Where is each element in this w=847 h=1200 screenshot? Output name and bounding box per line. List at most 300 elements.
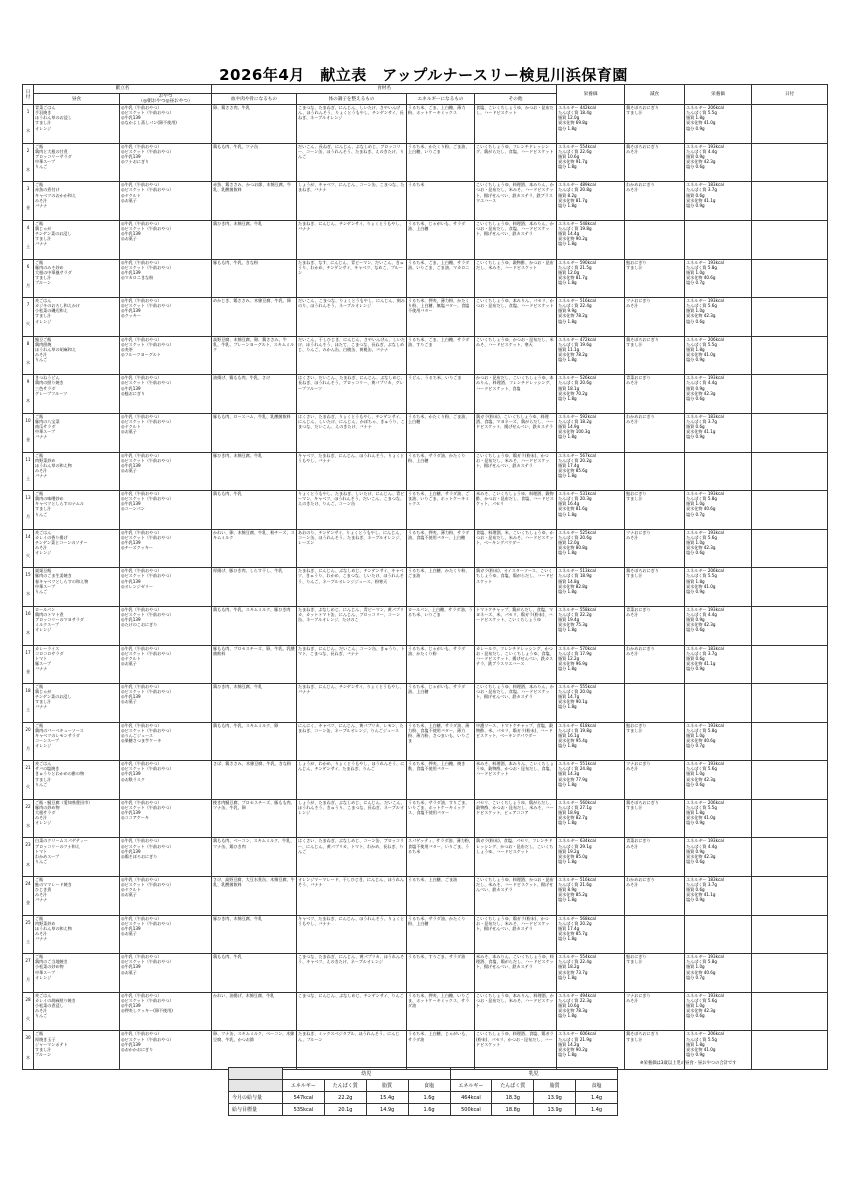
nutrition-values: エネルギー 560kcal たんぱく質 27.1g 脂質 18.9g 炭水化物 82.7g 塩分 1.8g: [557, 799, 625, 838]
reduced-menu: 青菜おにぎり みそ汁: [625, 838, 685, 877]
nutrition-values: エネルギー 516kcal たんぱく質 22.4g 脂質 9.9g 炭水化物 78.2g 塩分 1.8g: [557, 298, 625, 337]
ingredients-other: こいくちしょうゆ、料理酒、本みりん、かつお・昆布だし、食塩、ハードビスケット、揚げせんべい、鉄カステラ: [475, 220, 557, 259]
day-cell-right: [752, 413, 828, 452]
menu-lunch: ご飯 鶏じゃが チンゲン菜のお浸し すまし汁 バナナ: [34, 684, 120, 723]
ingredients-green: りょくとうもやし、たまねぎ、しいたけ、にんじん、青ピーマン、キャベツ、ほうれんそう、だいこん、こまつな、えのきたけ、りんご、コーン缶: [297, 491, 407, 530]
ingredients-yellow: うるち米、押麦、薄力粉、サラダ油、食塩不使用バター、上白糖: [407, 529, 475, 568]
table-row: [23, 799, 828, 838]
summary-value: 22.2g: [324, 1092, 366, 1104]
weekday: 水: [25, 359, 31, 365]
reduced-nutrition-values: エネルギー 206kcal たんぱく質 5.5g 脂質 1.8g 炭水化物 41.0g 塩分 0.9g: [685, 799, 752, 838]
weekday: 土: [25, 244, 31, 250]
ingredients-other: 鶏ガラ(粉末)、オイスターソース、こいくちしょうゆ、食塩、鶏がらだし、ハードビスケット: [475, 568, 557, 607]
menu-snack: ◎牛乳（午前おやつ） ◎ビスケット（午前おやつ） ◎牛乳139 ◎たけのこおにぎり: [120, 606, 212, 645]
weekday: 月: [25, 745, 31, 751]
reduced-nutrition-values: エネルギー 206kcal たんぱく質 5.5g 脂質 1.8g 炭水化物 41.0g 塩分 0.9g: [685, 568, 752, 607]
weekday: 金: [25, 668, 31, 674]
summary-value: 547kcal: [283, 1092, 325, 1104]
menu-snack: ◎牛乳（午前おやつ） ◎ビスケット（午前おやつ） ◎牛乳139 ◎押麦しクッキー(卵不使用): [120, 992, 212, 1031]
summary-value: 500kcal: [450, 1104, 492, 1116]
day-number: 25: [25, 919, 31, 925]
day-number: 2: [26, 147, 30, 153]
menu-lunch: 麦ごはん サバの塩焼き きゅうりとわかめの酢の物 すまし汁 りんご: [34, 761, 120, 800]
ingredients-other: 米みそ、本みりん、こいくちしょうゆ、料理酒、食塩、鶏がらだし、ハードビスケット、揚げせんべい、鉄カステラ: [475, 954, 557, 993]
summary-value: 15.4g: [366, 1092, 408, 1104]
menu-lunch: ロールパン 鶏肉のトマト煮 ブロッコリーのマヨサラダ ミルクスープ オレンジ: [34, 606, 120, 645]
ingredients-red: 鶏もも肉、ベーコン、スキムミルク、牛乳、ツナ缶、鶏ひき肉: [212, 838, 297, 877]
weekday: 金: [25, 437, 31, 443]
header-yellow: エネルギーになるもの: [407, 94, 475, 105]
day-number: 6: [26, 263, 30, 269]
ingredients-other: パセリ、こいくちしょうゆ、鶏がらだし、穀物酢、かつお・昆布だし、米みそ、ハードビスケット、ピュアココア: [475, 799, 557, 838]
day-number: 10: [25, 417, 31, 423]
weekday: 木: [25, 1054, 31, 1060]
reduced-nutrition-values: [685, 220, 752, 259]
reduced-nutrition-values: エネルギー 193kcal たんぱく質 4.4g 脂質 0.9g 炭水化物 42.3g 塩分 0.6g: [685, 838, 752, 877]
header-lunch: 昼食: [34, 94, 120, 105]
reduced-menu: 青菜おにぎり みそ汁: [625, 606, 685, 645]
reduced-menu: [625, 220, 685, 259]
ingredients-yellow: うるち米、サラダ油、かたくり粉、上白糖: [407, 915, 475, 954]
reduced-nutrition-values: エネルギー 193kcal たんぱく質 4.4g 脂質 0.9g 炭水化物 42.3g 塩分 0.6g: [685, 375, 752, 414]
nutrition-values: エネルギー 592kcal たんぱく質 18.2g 脂質 14.9g 炭水化物 100.3g 塩分 1.8g: [557, 413, 625, 452]
day-cell: [23, 645, 34, 684]
summary-col: 脂質: [366, 1080, 408, 1092]
reduced-menu: [625, 452, 685, 491]
day-cell-right: [752, 298, 828, 337]
menu-snack: ◎牛乳（午前おやつ） ◎ビスケット（午前おやつ） ◎麦茶 ◎フルーツヨーグルト: [120, 336, 212, 375]
nutrition-values: エネルギー 558kcal たんぱく質 22.2g 脂質 19.4g 炭水化物 75.3g 塩分 1.8g: [557, 606, 625, 645]
menu-lunch: ご飯 鶏肉のバーベキューソース キャベツのレモンサラダ コーンスープ オレンジ: [34, 722, 120, 761]
table-row: [23, 105, 828, 144]
ingredients-green: はくさい、たまねぎ、りょくとうもやし、チンゲンサイ、にんじん、しいたけ、にんじん、かぼちゃ、きゅうり、こまつな、だいこん、えのきたけ、バナナ: [297, 413, 407, 452]
day-cell: [23, 143, 34, 182]
table-row: [23, 568, 828, 607]
menu-snack: ◎牛乳（午前おやつ） ◎ビスケット（午前おやつ） ◎牛乳139 ◎コーンパン: [120, 491, 212, 530]
table-row: [23, 645, 828, 684]
day-number: 20: [25, 726, 31, 732]
day-number: 8: [26, 340, 30, 346]
ingredients-other: 米みそ、料理酒、本みりん、こいくちしょうゆ、穀物酢、かつお・昆布だし、食塩、ハードビスケット: [475, 761, 557, 800]
day-number: 15: [25, 572, 31, 578]
day-number: 27: [25, 958, 31, 964]
ingredients-green: しょうが、わかめ、りょくとうもやし、ほうれんそう、にんじん、チンゲンサイ、たまねぎ、りんご: [297, 761, 407, 800]
nutrition-values: エネルギー 554kcal たんぱく質 22.6g 脂質 10.6g 炭水化物 91.7g 塩分 1.8g: [557, 143, 625, 182]
reduced-menu: 鮭おにぎり すまし汁: [625, 491, 685, 530]
menu-snack: ◎牛乳（午前おやつ） ◎ビスケット（午前おやつ） ◎牛乳139 ◎お菓子: [120, 954, 212, 993]
weekday: 金: [25, 900, 31, 906]
menu-table: [22, 84, 828, 1070]
menu-lunch: 青菜ごはん 手羽焼き ほうれん草のお浸し すまし汁 オレンジ: [34, 105, 120, 144]
menu-lunch: 白菜のクリームスパゲティー ブロッコリーのツナ和え トマト わかめスープ りんご: [34, 838, 120, 877]
table-row: [23, 722, 828, 761]
summary-group-baby: 乳児: [450, 1068, 618, 1080]
menu-lunch: ご飯 鶏肉の味噌炒め キャベツとしらすのナムル すまし汁 りんご: [34, 491, 120, 530]
reduced-menu: わかめおにぎり みそ汁: [625, 413, 685, 452]
table-row: [23, 182, 828, 221]
day-cell: [23, 182, 34, 221]
menu-lunch: ご飯 肉野菜炒め ほうれん草の和え物 みそ汁 バナナ: [34, 915, 120, 954]
ingredients-green: たまねぎ、にんじん、チンゲンサイ、りょくとうもやし、バナナ: [297, 220, 407, 259]
day-cell-right: [752, 1031, 828, 1070]
reduced-menu: 鶏そぼろおにぎり すまし汁: [625, 1031, 685, 1070]
menu-lunch: 麦ごはん カレイの香り揚げ チンゲン菜とコーンのソテー みそ汁 オレンジ: [34, 529, 120, 568]
ingredients-red: 豚ひき肉、木綿豆腐、牛乳: [212, 915, 297, 954]
summary-value: 18.8g: [492, 1104, 534, 1116]
ingredients-red: 鶏もも肉、牛乳、ツナ缶: [212, 143, 297, 182]
ingredients-red: 鶏ひき肉、木綿豆腐、牛乳: [212, 684, 297, 723]
weekday: 水: [25, 128, 31, 134]
header-snack: おやつ （◎朝おやつ◎昼おやつ）: [120, 94, 212, 105]
day-cell: [23, 877, 34, 916]
ingredients-yellow: うるち米、かたくり粉、ごま油、上白糖: [407, 413, 475, 452]
reduced-menu: 鮭おにぎり すまし汁: [625, 954, 685, 993]
summary-corner: [229, 1068, 283, 1080]
table-row: [23, 529, 828, 568]
nutrition-values: エネルギー 472kcal たんぱく質 19.6g 脂質 11.1g 炭水化物 78.2g 塩分 1.8g: [557, 336, 625, 375]
menu-lunch: ご飯 豚肉のみそ炒め 大根の中華風サラダ すまし汁 プルーン: [34, 259, 120, 298]
ingredients-red: さば、鶏ささみ、木綿豆腐、牛乳、きな粉: [212, 761, 297, 800]
ingredients-green: たまねぎ、にんじん、だいこん、コーン缶、きゅうり、トマト、こまつな、長ねぎ、バナナ: [297, 645, 407, 684]
day-cell-right: [752, 491, 828, 530]
ingredients-other: 鶏ガラ(粉末)、こいくちしょうゆ、料理酒、食塩、マヨネーズ、鶏がらだし、ハードビスケット、揚げせんべい、鉄カステラ: [475, 413, 557, 452]
reduced-menu: [625, 915, 685, 954]
day-cell-right: [752, 452, 828, 491]
ingredients-red: 豚ひき肉、木綿豆腐、牛乳: [212, 452, 297, 491]
table-row: [23, 298, 828, 337]
ingredients-green: しょうが、たまねぎ、ぶなしめじ、にんじん、だいこん、ほうれんそう、きゅうり、こまつな、長ねぎ、ネーブルオレンジ: [297, 799, 407, 838]
reduced-nutrition-values: エネルギー 193kcal たんぱく質 5.6g 脂質 1.0g 炭水化物 42.3g 塩分 0.6g: [685, 992, 752, 1031]
weekday: 土: [25, 707, 31, 713]
day-number: 7: [26, 302, 30, 308]
menu-snack: ◎牛乳（午前おやつ） ◎ビスケット（午前おやつ） ◎牛乳139 ◎マカロニきな粉: [120, 259, 212, 298]
summary-value: 1.6g: [408, 1092, 450, 1104]
day-cell-right: [752, 143, 828, 182]
ingredients-other: こいくちしょうゆ、本みりん、パセリ、かつお・昆布だし、食塩、ハードビスケット: [475, 298, 557, 337]
menu-lunch: きつねうどん 鶏肉の照り焼き 三色サラダ グレープフルーツ: [34, 375, 120, 414]
ingredients-red: かれい、卵、木綿豆腐、牛乳、粉チーズ、スキムミルク: [212, 529, 297, 568]
menu-lunch: 鯖豆ご飯 鶏肉照焼 ほうれん草の胡麻和え みそ汁 りんご: [34, 336, 120, 375]
menu-snack: ◎牛乳（午前おやつ） ◎ビスケット（午前おやつ） ◎ヤクルト ◎お菓子: [120, 645, 212, 684]
day-cell-right: [752, 336, 828, 375]
reduced-menu: ツナおにぎり みそ汁: [625, 529, 685, 568]
day-cell-right: [752, 684, 828, 723]
header-reduced: 減食: [625, 85, 685, 105]
day-cell-right: [752, 105, 828, 144]
menu-lunch: ご飯 豚肉の八宝菜 南瓜サラダ 中華スープ バナナ: [34, 413, 120, 452]
ingredients-red: 高野豆腐、木綿豆腐、卵、鶏ささみ、牛乳、牛乳、プレーンヨーグルト、スキムミルク: [212, 336, 297, 375]
day-number: 30: [25, 1035, 31, 1041]
weekday: 木: [25, 861, 31, 867]
day-cell: [23, 375, 34, 414]
day-cell: [23, 838, 34, 877]
menu-lunch: 麦ごはん カレイの胡麻照り焼き 小松菜の煮浸し みそ汁 りんご: [34, 992, 120, 1031]
reduced-menu: ツナおにぎり みそ汁: [625, 761, 685, 800]
ingredients-yellow: うるち米、上白糖、かたくり粉、ごま油: [407, 568, 475, 607]
menu-snack: ◎牛乳（午前おやつ） ◎ビスケット（午前おやつ） ◎牛乳139 ◎お菓子: [120, 915, 212, 954]
ingredients-yellow: うるち米、かたくり粉、ごま油、上白糖、いりごま: [407, 143, 475, 182]
reduced-menu: 鶏そぼろおにぎり すまし汁: [625, 568, 685, 607]
table-row: [23, 220, 828, 259]
menu-snack: ◎牛乳（午前おやつ） ◎ビスケット（午前おやつ） ◎牛乳139 ◎鶏そぼろおにぎり: [120, 838, 212, 877]
reduced-menu: 鶏そぼろおにぎり すまし汁: [625, 105, 685, 144]
ingredients-other: こいくちしょうゆ、穀物酢、かつお・昆布だし、米みそ、ハードビスケット: [475, 259, 557, 298]
day-cell: [23, 722, 34, 761]
day-cell-right: [752, 915, 828, 954]
summary-value: 1.6g: [408, 1104, 450, 1116]
header-ingredients: 食材名: [212, 85, 557, 94]
day-number: 1: [26, 109, 30, 115]
day-cell-right: [752, 722, 828, 761]
ingredients-green: あおのり、チンゲンサイ、りょくとうもやし、にんじん、コーン缶、ほうれんそう、たまねぎ、ネーブルオレンジ、レーズン: [297, 529, 407, 568]
ingredients-red: 卵、ツナ缶、スキムミルク、ベーコン、木綿豆腐、牛乳、かつお節: [212, 1031, 297, 1070]
menu-snack: ◎牛乳（午前おやつ） ◎ビスケット（午前おやつ） ◎牛乳139 ◎ツナおにぎり: [120, 143, 212, 182]
day-cell-right: [752, 838, 828, 877]
day-cell: [23, 799, 34, 838]
day-cell-right: [752, 529, 828, 568]
ingredients-red: 鶏もも肉、牛乳: [212, 954, 297, 993]
table-row: [23, 413, 828, 452]
ingredients-red: 豚もも肉、牛乳、きな粉: [212, 259, 297, 298]
ingredients-other: こいくちしょうゆ、鶏ガラ(粉末)、かつお・昆布だし、米みそ、ハードビスケット、揚げせんべい、鉄カステラ: [475, 915, 557, 954]
summary-table: [228, 1067, 618, 1116]
menu-lunch: カレーライス コロコロサラダ トマト 豚スープ バナナ: [34, 645, 120, 684]
ingredients-other: こいくちしょうゆ、料理酒、食塩、鶏ガラ(粉末)、パセリ、かつお・昆布だし、ハードビスケット: [475, 1031, 557, 1070]
menu-snack: ◎牛乳（午前おやつ） ◎ビスケット（午前おやつ） ◎牛乳139 ◎オレンジゼリー: [120, 568, 212, 607]
menu-lunch: ご飯・鯖豆腐（愛知県豊田市） 豚肉の炒め物 大根サラダ みそ汁 オレンジ: [34, 799, 120, 838]
menu-lunch: ご飯 肉野菜炒め ほうれん草の和え物 みそ汁 バナナ: [34, 452, 120, 491]
weekday: 金: [25, 205, 31, 211]
day-cell: [23, 568, 34, 607]
reduced-nutrition-values: [685, 452, 752, 491]
header-day2: 日付: [752, 85, 828, 105]
day-cell-right: [752, 182, 828, 221]
menu-snack: ◎牛乳（午前おやつ） ◎ビスケット（午前おやつ） ◎ヤクルト ◎お菓子: [120, 413, 212, 452]
day-number: 16: [25, 610, 31, 616]
summary-value: 20.1g: [324, 1104, 366, 1116]
reduced-menu: ツナおにぎり みそ汁: [625, 992, 685, 1031]
nutrition-values: エネルギー 513kcal たんぱく質 18.9g 脂質 14.8g 炭水化物 82.8g 塩分 1.8g: [557, 568, 625, 607]
nutrition-values: エネルギー 554kcal たんぱく質 22.4g 脂質 18.2g 炭水化物 73.7g 塩分 1.8g: [557, 954, 625, 993]
ingredients-yellow: うるち米、サラダ油、かたくり粉、上白糖: [407, 452, 475, 491]
reduced-nutrition-values: エネルギー 206kcal たんぱく質 5.5g 脂質 1.8g 炭水化物 41.0g 塩分 0.9g: [685, 105, 752, 144]
ingredients-yellow: スパゲッティ、サラダ油、薄力粉、食塩不使用バター、いりごま、うるち米: [407, 838, 475, 877]
day-cell: [23, 413, 34, 452]
day-cell: [23, 915, 34, 954]
nutrition-values: エネルギー 590kcal たんぱく質 21.5g 脂質 12.0g 炭水化物 81.7g 塩分 1.8g: [557, 259, 625, 298]
reduced-menu: 鮭おにぎり すまし汁: [625, 722, 685, 761]
ingredients-yellow: うるち米、上白糖、サラダ油、薄力粉、食塩不使用バター、薄力粉、薄力粉、さつまいも、いりごま: [407, 722, 475, 761]
day-cell: [23, 259, 34, 298]
nutrition-values: エネルギー 489kcal たんぱく質 20.8g 脂質 8.2g 炭水化物 81.7g 塩分 1.8g: [557, 182, 625, 221]
table-row: [23, 606, 828, 645]
page-title: 2026年4月 献立表 アップルナースリー検見川浜保育園: [219, 66, 628, 84]
day-cell: [23, 992, 34, 1031]
ingredients-yellow: ロールパン、上白糖、サラダ油、うるち米、いりごま: [407, 606, 475, 645]
reduced-menu: 鮭おにぎり すまし汁: [625, 259, 685, 298]
header-nutrition2: 栄養価: [685, 85, 752, 105]
header-menu-name: 献立名: [34, 85, 212, 94]
day-cell: [23, 761, 34, 800]
ingredients-other: こいくちしょうゆ、料理酒、本みりん、かつお・昆布だし、食塩、ハードビスケット、揚げせんべい、鉄カステラ: [475, 684, 557, 723]
day-number: 24: [25, 881, 31, 887]
ingredients-green: こまつな、にんじん、ぶなしめじ、チンゲンサイ、りんご: [297, 992, 407, 1031]
ingredients-green: たまねぎ、ぶなしめじ、にんじん、青ピーマン、黄パプリカ、カットトマト缶、にんじん、ブロッコリー、コーン缶、ネーブルオレンジ、たけのこ: [297, 606, 407, 645]
reduced-nutrition-values: エネルギー 183kcal たんぱく質 3.7g 脂質 0.6g 炭水化物 41.1g 塩分 0.9g: [685, 413, 752, 452]
ingredients-yellow: うるち米、上白糖、サラダ油、ごま油、いりごま、ホットケーキミックス: [407, 491, 475, 530]
nutrition-values: エネルギー 525kcal たんぱく質 20.6g 脂質 12.0g 炭水化物 80.8g 塩分 1.8g: [557, 529, 625, 568]
nutrition-values: エネルギー 606kcal たんぱく質 21.9g 脂質 14.2g 炭水化物 90.2g 塩分 1.8g: [557, 1031, 625, 1070]
ingredients-red: 鶏もも肉、牛乳、スキムミルク、卵: [212, 722, 297, 761]
ingredients-green: はくさい、たまねぎ、ぶなしめじ、コーン缶、ブロッコリー、にんじん、黄パプリカ、トマト、わかめ、長ねぎ、りんご: [297, 838, 407, 877]
weekday: 月: [25, 514, 31, 520]
summary-value: 13.9g: [534, 1092, 576, 1104]
reduced-nutrition-values: [685, 684, 752, 723]
summary-value: 1.4g: [576, 1092, 618, 1104]
header-day: 日付: [23, 85, 34, 105]
table-row: [23, 491, 828, 530]
reduced-nutrition-values: エネルギー 206kcal たんぱく質 5.5g 脂質 1.8g 炭水化物 41.0g 塩分 0.9g: [685, 336, 752, 375]
ingredients-other: こいくちしょうゆ、本みりん、料理酒、かつお・昆布だし、米みそ、ハードビスケット: [475, 992, 557, 1031]
ingredients-green: だいこん、長ねぎ、にんじん、ぶなしめじ、ブロッコリー、コーン缶、ほうれんそう、たまねぎ、えのきたけ、りんご: [297, 143, 407, 182]
nutrition-values: エネルギー 634kcal たんぱく質 29.1g 脂質 19.2g 炭水化物 85.0g 塩分 1.8g: [557, 838, 625, 877]
day-number: 11: [25, 456, 31, 462]
header-other: その他: [475, 94, 557, 105]
reduced-menu: わかめおにぎり みそ汁: [625, 877, 685, 916]
weekday: 水: [25, 822, 31, 828]
day-cell-right: [752, 568, 828, 607]
ingredients-green: たまねぎ、ミックスベジタブル、ほうれんそう、にんじん、プルーン: [297, 1031, 407, 1070]
reduced-menu: [625, 684, 685, 723]
summary-value: 18.3g: [492, 1092, 534, 1104]
menu-snack: ◎牛乳（午前おやつ） ◎ビスケット（午前おやつ） ◎牛乳139 ◎なかよし蒸しパン(卵不使用): [120, 105, 212, 144]
nutrition-values: エネルギー 618kcal たんぱく質 19.8g 脂質 16.1g 炭水化物 95.4g 塩分 1.8g: [557, 722, 625, 761]
summary-row2-label: 給与目標量: [229, 1104, 283, 1116]
summary-col: 食塩: [576, 1080, 618, 1092]
weekday: 火: [25, 552, 31, 558]
nutrition-values: エネルギー 494kcal たんぱく質 22.3g 脂質 10.6g 炭水化物 78.3g 塩分 1.8g: [557, 992, 625, 1031]
nutrition-values: エネルギー 516kcal たんぱく質 21.6g 脂質 8.9g 炭水化物 85.2g 塩分 1.8g: [557, 877, 625, 916]
summary-col: エネルギー: [283, 1080, 325, 1092]
ingredients-yellow: うるち米: [407, 182, 475, 221]
ingredients-yellow: うるち米、ごま、上白糖、薄力粉、ホットケーキミックス: [407, 105, 475, 144]
reduced-menu: 鶏そぼろおにぎり すまし汁: [625, 799, 685, 838]
ingredients-red: かれい、油揚げ、木綿豆腐、牛乳: [212, 992, 297, 1031]
table-row: [23, 954, 828, 993]
ingredients-yellow: うるち米、サラダ油、すりごま、いりごま、ホットケーキミックス、食塩不使用バター: [407, 799, 475, 838]
reduced-nutrition-values: エネルギー 193kcal たんぱく質 4.4g 脂質 0.9g 炭水化物 42.3g 塩分 0.6g: [685, 143, 752, 182]
menu-snack: ◎牛乳（午前おやつ） ◎ビスケット（午前おやつ） ◎りんごジュース ◎果糖さつま芋ケーキ: [120, 722, 212, 761]
ingredients-yellow: うるち米、すりごま、サラダ油: [407, 954, 475, 993]
day-cell: [23, 491, 34, 530]
menu-lunch: ご飯 赤魚の煮付け キャベツのおかか和え みそ汁 バナナ: [34, 182, 120, 221]
header-green: 体の調子を整えるもの: [297, 94, 407, 105]
day-number: 28: [25, 996, 31, 1002]
summary-value: 14.9g: [366, 1104, 408, 1116]
summary-value: 535kcal: [283, 1104, 325, 1116]
menu-lunch: ご飯 鮭のママレード焼き ひじき煮 みそ汁 バナナ: [34, 877, 120, 916]
summary-col: エネルギー: [450, 1080, 492, 1092]
ingredients-red: 厚揚げ、豚ひき肉、しらす干し、牛乳: [212, 568, 297, 607]
ingredients-green: たまねぎ、にんじん、ぶなしめじ、チンゲンサイ、キャベツ、きゅうり、わかめ、こまつな、しいたけ、ほうれんそう、りんご、ネーブルオレンジジュース、粉寒天: [297, 568, 407, 607]
reduced-menu: わかめおにぎり みそ汁: [625, 645, 685, 684]
menu-snack: ◎牛乳（午前おやつ） ◎ビスケット（午前おやつ） ◎牛乳139 ◎おかかおにぎり: [120, 1031, 212, 1070]
ingredients-other: こいくちしょうゆ、料理酒、本みりん、かつお・昆布だし、米みそ、ハードビスケット、揚げせんべい、鉄カステラ、鉄ブラスワエハース: [475, 182, 557, 221]
day-number: 17: [25, 649, 31, 655]
menu-snack: ◎牛乳（午前おやつ） ◎ビスケット（午前おやつ） ◎牛乳139 ◎お麩ラスク: [120, 761, 212, 800]
ingredients-green: にんにく、キャベツ、にんじん、黄パプリカ、レモン、たまねぎ、コーン缶、ネーブルオレンジ、りんごジュース: [297, 722, 407, 761]
reduced-nutrition-values: エネルギー 193kcal たんぱく質 5.6g 脂質 1.0g 炭水化物 42.3g 塩分 0.6g: [685, 761, 752, 800]
table-row: [23, 838, 828, 877]
summary-col: 脂質: [534, 1080, 576, 1092]
reduced-nutrition-values: エネルギー 193kcal たんぱく質 5.6g 脂質 1.0g 炭水化物 42.3g 塩分 0.6g: [685, 529, 752, 568]
ingredients-red: 挽き肉鯖豆腐、プロセスチーズ、豚もも肉、ツナ缶、牛乳、卵: [212, 799, 297, 838]
day-cell-right: [752, 877, 828, 916]
ingredients-green: こまつな、たまねぎ、にんじん、しいたけ、さやいんげん、ほうれんそう、りょくとうもやし、チンゲンサイ、長ねぎ、ネーブルオレンジ: [297, 105, 407, 144]
header-nutrition: 栄養価: [557, 85, 625, 105]
ingredients-yellow: うるち米、上白糖、ごま油: [407, 877, 475, 916]
menu-lunch: ご飯 鶏肉と大根の甘煮 ブロッコリーサラダ 中華スープ りんご: [34, 143, 120, 182]
ingredients-yellow: うるち米、押麦、上白糖、焼き麩、食塩不使用バター: [407, 761, 475, 800]
table-row: [23, 684, 828, 723]
ingredients-other: 食塩、こいくちしょうゆ、かつお・昆布だし、ハードビスケット: [475, 105, 557, 144]
weekday: 土: [25, 938, 31, 944]
day-number: 4: [26, 224, 30, 230]
reduced-nutrition-values: エネルギー 183kcal たんぱく質 3.7g 脂質 0.6g 炭水化物 41.1g 塩分 0.9g: [685, 877, 752, 916]
menu-snack: ◎牛乳（午前おやつ） ◎ビスケット（午前おやつ） ◎牛乳139 ◎お菓子: [120, 684, 212, 723]
table-row: [23, 452, 828, 491]
day-number: 18: [25, 688, 31, 694]
weekday: 月: [25, 282, 31, 288]
reduced-nutrition-values: エネルギー 193kcal たんぱく質 5.8g 脂質 1.0g 炭水化物 40.6g 塩分 0.7g: [685, 954, 752, 993]
nutrition-values: エネルギー 531kcal たんぱく質 20.3g 脂質 16.4g 炭水化物 81.6g 塩分 1.8g: [557, 491, 625, 530]
day-number: 13: [25, 495, 31, 501]
day-cell-right: [752, 992, 828, 1031]
weekday: 木: [25, 398, 31, 404]
summary-value: 1.4g: [576, 1104, 618, 1116]
ingredients-red: 卵、鶏ささ肉、牛乳: [212, 105, 297, 144]
menu-snack: ◎牛乳（午前おやつ） ◎ビスケット（午前おやつ） ◎牛乳139 ◎ココアケーキ: [120, 799, 212, 838]
ingredients-other: こいくちしょうゆ、料理酒、かつお・昆布だし、米みそ、ハードビスケット、揚げせんべい、鉄カステラ: [475, 877, 557, 916]
ingredients-other: 中濃ソース、トマトケチャップ、食塩、穀物酢、米、パセリ、鶏ガラ(粉末)、ハードビスケット、ベーキングパウダー: [475, 722, 557, 761]
ingredients-yellow: うるち米、上白糖、じゃがいも、サラダ油: [407, 1031, 475, 1070]
ingredients-green: こまつな、たまねぎ、にんじん、黄パプリカ、ほうれんそう、キャベツ、えのきたけ、ネーブルオレンジ: [297, 954, 407, 993]
nutrition-values: エネルギー 526kcal たんぱく質 20.6g 脂質 18.1g 炭水化物 70.2g 塩分 1.8g: [557, 375, 625, 414]
reduced-nutrition-values: エネルギー 183kcal たんぱく質 3.7g 脂質 0.6g 炭水化物 41.1g 塩分 0.9g: [685, 182, 752, 221]
table-row: [23, 259, 828, 298]
menu-snack: ◎牛乳（午前おやつ） ◎ビスケット（午前おやつ） ◎牛乳139 ◎チーズクッキー: [120, 529, 212, 568]
ingredients-red: 油揚げ、鶏もも肉、牛乳、さけ: [212, 375, 297, 414]
weekday: 土: [25, 475, 31, 481]
ingredients-green: キャベツ、たまねぎ、にんじん、ほうれんそう、りょくとうもやし、バナナ: [297, 452, 407, 491]
reduced-nutrition-values: エネルギー 193kcal たんぱく質 4.4g 脂質 0.9g 炭水化物 42.3g 塩分 0.6g: [685, 606, 752, 645]
reduced-nutrition-values: エネルギー 193kcal たんぱく質 5.6g 脂質 1.0g 炭水化物 42.3g 塩分 0.6g: [685, 298, 752, 337]
menu-snack: ◎牛乳（午前おやつ） ◎ビスケット（午前おやつ） ◎牛乳139 ◎鮭おにぎり: [120, 375, 212, 414]
menu-snack: ◎牛乳（午前おやつ） ◎ビスケット（午前おやつ） ◎牛乳139 ◎お菓子: [120, 220, 212, 259]
day-cell: [23, 529, 34, 568]
day-number: 3: [26, 186, 30, 192]
table-row: [23, 915, 828, 954]
menu-snack: ◎牛乳（午前おやつ） ◎ビスケット（午前おやつ） ◎ヤクルト ◎お菓子: [120, 182, 212, 221]
ingredients-red: 赤魚、鶏ささみ、かつお節、木綿豆腐、牛乳、乳酸菌飲料: [212, 182, 297, 221]
day-cell-right: [752, 259, 828, 298]
nutrition-values: エネルギー 555kcal たんぱく質 20.0g 脂質 14.7g 炭水化物 90.1g 塩分 1.8g: [557, 684, 625, 723]
menu-snack: ◎牛乳（午前おやつ） ◎ビスケット（午前おやつ） ◎牛乳139 ◎クッキー: [120, 298, 212, 337]
ingredients-green: はくさい、だいこん、たまねぎ、にんじん、ぶなしめじ、長ねぎ、ほうれんそう、ブロッコリー、黄パプリカ、グレープフルーツ: [297, 375, 407, 414]
table-row: [23, 336, 828, 375]
day-cell: [23, 220, 34, 259]
day-cell: [23, 684, 34, 723]
